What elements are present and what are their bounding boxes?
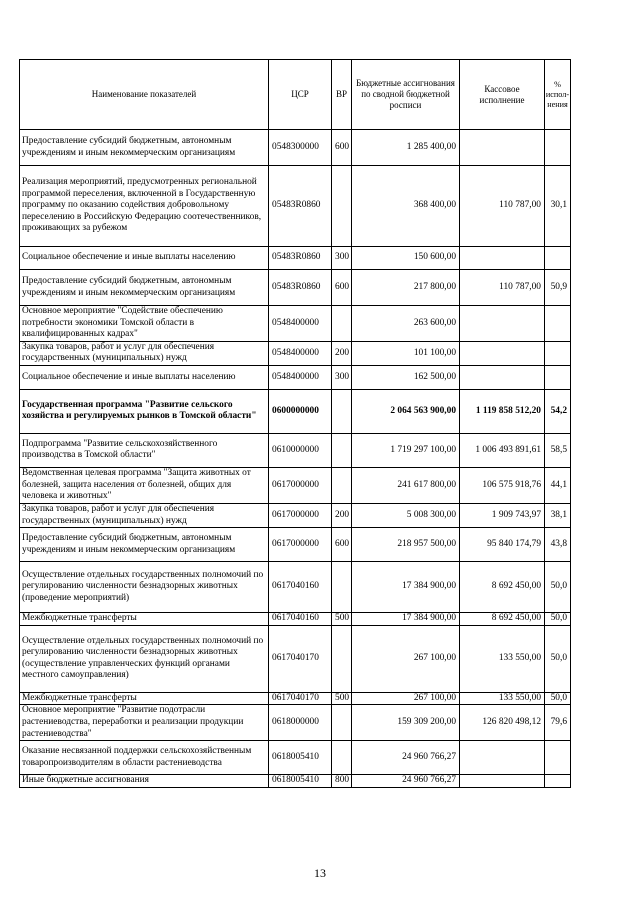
row-name: Иные бюджетные ассигнования (20, 775, 269, 788)
row-cash: 106 575 918,76 (460, 467, 545, 503)
row-name: Ведомственная целевая программа "Защита животных от болезней, защита населения от болезней, общих для человека и животных" (20, 467, 269, 503)
header-pct: % испол-нения (545, 60, 571, 130)
row-vr: 200 (332, 341, 352, 365)
table-body (20, 130, 571, 788)
row-cash: 95 840 174,79 (460, 528, 545, 562)
row-pct: 30,1 (545, 166, 571, 247)
row-pct: 50,0 (545, 625, 571, 692)
row-cash (460, 306, 545, 342)
header-budget: Бюджетные ассигнования по сводной бюджетной росписи (352, 60, 460, 130)
budget-execution-table (19, 59, 571, 788)
row-cash: 133 550,00 (460, 625, 545, 692)
row-csr: 0617040160 (269, 562, 332, 613)
row-csr: 0617000000 (269, 467, 332, 503)
row-pct: 50,0 (545, 613, 571, 626)
header-cash: Кассовое исполнение (460, 60, 545, 130)
row-budget: 17 384 900,00 (352, 613, 460, 626)
row-vr: 300 (332, 247, 352, 270)
row-name: Основное мероприятие "Содействие обеспечению потребности экономики Томской области в квалифицированных кадрах" (20, 306, 269, 342)
row-cash (460, 365, 545, 389)
row-pct: 79,6 (545, 705, 571, 741)
row-budget: 24 960 766,27 (352, 775, 460, 788)
row-pct: 44,1 (545, 467, 571, 503)
row-budget: 368 400,00 (352, 166, 460, 247)
row-vr (332, 741, 352, 775)
row-vr (332, 433, 352, 467)
row-pct (545, 365, 571, 389)
table-row (20, 775, 571, 788)
row-vr (332, 166, 352, 247)
row-pct (545, 741, 571, 775)
table-row (20, 389, 571, 433)
row-vr (332, 306, 352, 342)
row-cash: 133 550,00 (460, 692, 545, 705)
row-name: Осуществление отдельных государственных полномочий по регулированию численности безнадзорных животных (осуществление управленческих функций органами местного самоуправления) (20, 625, 269, 692)
header-csr: ЦСР (269, 60, 332, 130)
row-budget: 1 285 400,00 (352, 130, 460, 166)
row-name: Социальное обеспечение и иные выплаты населению (20, 247, 269, 270)
table-row (20, 705, 571, 741)
row-pct (545, 130, 571, 166)
row-name: Предоставление субсидий бюджетным, автономным учреждениям и иным некоммерческим организациям (20, 270, 269, 306)
row-csr: 0618000000 (269, 705, 332, 741)
row-csr: 0617040170 (269, 625, 332, 692)
row-csr: 05483R0860 (269, 166, 332, 247)
row-name: Государственная программа "Развитие сельского хозяйства и регулируемых рынков в Томской области" (20, 389, 269, 433)
row-budget: 1 719 297 100,00 (352, 433, 460, 467)
row-csr: 0548300000 (269, 130, 332, 166)
row-csr: 05483R0860 (269, 247, 332, 270)
row-budget: 159 309 200,00 (352, 705, 460, 741)
row-budget: 267 100,00 (352, 692, 460, 705)
row-cash: 126 820 498,12 (460, 705, 545, 741)
row-csr: 0618005410 (269, 741, 332, 775)
row-csr: 05483R0860 (269, 270, 332, 306)
table-row (20, 625, 571, 692)
row-budget: 2 064 563 900,00 (352, 389, 460, 433)
row-pct: 54,2 (545, 389, 571, 433)
table-row (20, 692, 571, 705)
row-vr: 600 (332, 528, 352, 562)
table-row (20, 467, 571, 503)
row-cash (460, 741, 545, 775)
row-budget: 101 100,00 (352, 341, 460, 365)
row-csr: 0600000000 (269, 389, 332, 433)
row-budget: 150 600,00 (352, 247, 460, 270)
row-csr: 0618005410 (269, 775, 332, 788)
header-name: Наименование показателей (20, 60, 269, 130)
row-name: Подпрограмма "Развитие сельскохозяйственного производства в Томской области" (20, 433, 269, 467)
row-vr (332, 705, 352, 741)
row-budget: 162 500,00 (352, 365, 460, 389)
row-pct: 50,0 (545, 692, 571, 705)
row-name: Предоставление субсидий бюджетным, автономным учреждениям и иным некоммерческим организациям (20, 528, 269, 562)
table-row (20, 166, 571, 247)
table-row (20, 503, 571, 527)
table-row (20, 130, 571, 166)
table-row (20, 270, 571, 306)
row-cash: 8 692 450,00 (460, 613, 545, 626)
row-budget: 24 960 766,27 (352, 741, 460, 775)
row-budget: 5 008 300,00 (352, 503, 460, 527)
row-cash (460, 775, 545, 788)
row-name: Реализация мероприятий, предусмотренных региональной программой переселения, включенной в Государственную программу по оказанию содействия добровольному переселению в Российскую Федерацию соотечественников, проживающих за рубежом (20, 166, 269, 247)
row-pct (545, 306, 571, 342)
row-name: Осуществление отдельных государственных полномочий по регулированию численности безнадзорных животных (проведение мероприятий) (20, 562, 269, 613)
row-name: Закупка товаров, работ и услуг для обеспечения государственных (муниципальных) нужд (20, 341, 269, 365)
row-pct (545, 247, 571, 270)
row-cash: 110 787,00 (460, 166, 545, 247)
table-row (20, 306, 571, 342)
row-budget: 267 100,00 (352, 625, 460, 692)
row-name: Межбюджетные трансферты (20, 613, 269, 626)
row-name: Оказание несвязанной поддержки сельскохозяйственным товаропроизводителям в области растениеводства (20, 741, 269, 775)
row-cash: 1 119 858 512,20 (460, 389, 545, 433)
row-budget: 217 800,00 (352, 270, 460, 306)
row-vr (332, 562, 352, 613)
row-cash: 8 692 450,00 (460, 562, 545, 613)
table-row (20, 741, 571, 775)
row-name: Социальное обеспечение и иные выплаты населению (20, 365, 269, 389)
row-pct: 38,1 (545, 503, 571, 527)
table-row (20, 247, 571, 270)
row-pct (545, 341, 571, 365)
row-name: Основное мероприятие "Развитие подотрасли растениеводства, переработки и реализации продукции растениеводства" (20, 705, 269, 741)
row-vr (332, 625, 352, 692)
row-pct: 43,8 (545, 528, 571, 562)
table-row (20, 528, 571, 562)
table-row (20, 562, 571, 613)
row-cash (460, 247, 545, 270)
row-vr: 600 (332, 130, 352, 166)
page-number: 13 (314, 866, 326, 880)
row-pct (545, 775, 571, 788)
row-csr: 0548400000 (269, 306, 332, 342)
row-name: Межбюджетные трансферты (20, 692, 269, 705)
row-name: Предоставление субсидий бюджетным, автономным учреждениям и иным некоммерческим организациям (20, 130, 269, 166)
row-pct: 50,0 (545, 562, 571, 613)
row-csr: 0617000000 (269, 503, 332, 527)
table-header-row (20, 60, 571, 130)
row-budget: 263 600,00 (352, 306, 460, 342)
row-budget: 241 617 800,00 (352, 467, 460, 503)
row-csr: 0617040170 (269, 692, 332, 705)
row-budget: 218 957 500,00 (352, 528, 460, 562)
row-vr: 300 (332, 365, 352, 389)
row-cash (460, 130, 545, 166)
row-vr: 200 (332, 503, 352, 527)
row-cash: 1 909 743,97 (460, 503, 545, 527)
row-csr: 0617040160 (269, 613, 332, 626)
table-row (20, 341, 571, 365)
row-cash: 1 006 493 891,61 (460, 433, 545, 467)
header-vr: ВР (332, 60, 352, 130)
row-vr: 500 (332, 692, 352, 705)
row-vr: 800 (332, 775, 352, 788)
row-csr: 0617000000 (269, 528, 332, 562)
row-csr: 0610000000 (269, 433, 332, 467)
row-csr: 0548400000 (269, 365, 332, 389)
row-pct: 58,5 (545, 433, 571, 467)
row-name: Закупка товаров, работ и услуг для обеспечения государственных (муниципальных) нужд (20, 503, 269, 527)
row-pct: 50,9 (545, 270, 571, 306)
table-row (20, 365, 571, 389)
table-row (20, 613, 571, 626)
row-cash: 110 787,00 (460, 270, 545, 306)
row-csr: 0548400000 (269, 341, 332, 365)
row-budget: 17 384 900,00 (352, 562, 460, 613)
row-cash (460, 341, 545, 365)
row-vr (332, 389, 352, 433)
row-vr (332, 467, 352, 503)
row-vr: 600 (332, 270, 352, 306)
row-vr: 500 (332, 613, 352, 626)
table-row (20, 433, 571, 467)
